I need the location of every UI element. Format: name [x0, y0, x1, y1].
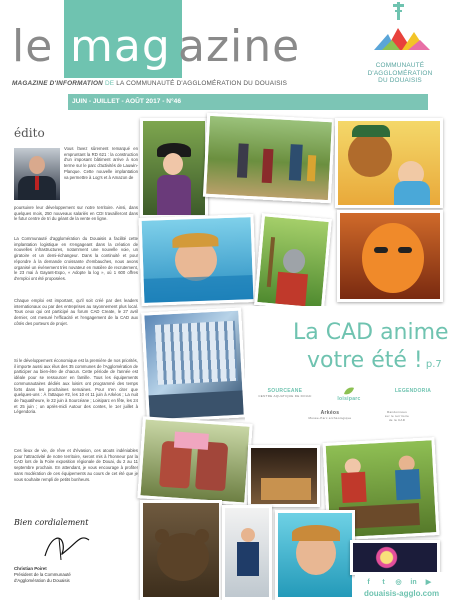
- feature-title-line1: La CAD anime: [293, 320, 449, 345]
- youtube-icon[interactable]: ▶: [425, 579, 432, 586]
- signer-role-line2: d'Agglomération du Douaisis: [14, 577, 70, 583]
- brand-rando-line2: sur le territoire: [384, 414, 410, 418]
- edito-paragraph-1: Vous l'avez sûrement remarqué en empruntant la RD 621 : la construction d'un imposant bâtiment arrive à son terme sur le parc d'activités de Lauwin-Planque. Cette nouvelle implantation va permettre à Log's et à Amazon de: [64, 146, 138, 180]
- feature-title-line2-text: votre été !: [307, 348, 423, 373]
- org-line3: DU DOUAISIS: [378, 77, 422, 85]
- photo-modern-building: [141, 307, 247, 422]
- title-le: le: [12, 21, 54, 72]
- subtitle-rest: LA COMMUNAUTÉ D'AGGLOMÉRATION DU DOUAISIS: [116, 80, 288, 87]
- twitter-icon[interactable]: t: [382, 579, 385, 586]
- edito-paragraph-5: Ces lieux de vie, de rêve et d'évasion, ces atouts indéniables pour l'attractivité de notre territoire, seront mis à l'honneur par la CAD lors de la Foire exposition régionale de Douai, du 2 au 11 septembre prochain. En attendant, je vous encourage à profiter sans modération de ces équipements au cours de cet été que je vous souhaite rempli de petits bonheurs.: [14, 448, 138, 482]
- brand-sourceane-sub: CENTRE AQUATIQUE DE DOUAI: [258, 394, 312, 398]
- photo-museum-interior: [248, 445, 320, 507]
- edito-column: [12, 118, 140, 592]
- linkedin-icon[interactable]: in: [410, 579, 417, 586]
- photo-tiger-face-paint: [337, 210, 443, 302]
- loisiparc-leaf-icon: [342, 386, 356, 396]
- subtitle-bold: MAGAZINE D'INFORMATION: [12, 80, 104, 87]
- cad-logo: [360, 0, 440, 92]
- edito-paragraph-2: La Communauté d'agglomération du Douaisis a facilité cette implantation logistique en s'engageant dans la création de nouvelles infrastructures, notamment une nouvelle voie, un giratoire et un demi-échangeur. Dans la continuité et pour répondre à la demande croissante d'embauches, nous avons organisé un événement très novateur en matière de recrutement, le 23 mai à Gayant-Expo, « Adopte la log », où 1 600 offres d'emploi ont été proposées.: [14, 236, 138, 281]
- photo-child-witch: [140, 118, 208, 218]
- photo-mascot-dog: [335, 118, 443, 208]
- facebook-icon[interactable]: f: [367, 579, 370, 586]
- signature-greeting: Bien cordialement: [14, 518, 89, 527]
- brand-legendoria-name: LEGENDORIA: [394, 388, 432, 394]
- title-azine: azine: [178, 21, 301, 72]
- website-link[interactable]: douaisis-agglo.com: [364, 589, 440, 598]
- feature-title-line2: [307, 348, 442, 373]
- brand-arkeos-sub: Musée-Parc archéologique: [308, 416, 352, 420]
- instagram-icon[interactable]: ◎: [395, 579, 402, 586]
- brand-sourceane: [257, 388, 313, 398]
- photo-skier: [222, 505, 272, 600]
- title-mag: mag: [70, 21, 171, 72]
- social-links: [364, 578, 446, 588]
- brand-loisiparc-name: loisiparc: [337, 396, 361, 402]
- masthead: [0, 0, 450, 115]
- edito-paragraph-4: Si le développement économique est la première de nos priorités, il importe aussi aux élus des 35 communes de l'Agglomération de participer au bien-être de chacun. Cette période de l'année est idéale pour se ressourcer en famille. Tous les équipements communautaires dédiés aux loisirs ont programmé des temps forts dans les prochaines semaines. Pour n'en citer que quelques-uns : À l'attaque #2, les 10 et 11 juin à Arkéos ; La nuit de l'aquatiheure, le 22 juin à Sourcéane ; Loisiparc en fête, les 24 et 25 juin ; un après-midi Autour des contes, le 1er juillet à Légendoria.: [14, 358, 138, 415]
- signature-scribble-icon: [37, 530, 97, 562]
- feature-summer-box: [245, 306, 449, 442]
- photo-swimmer: [275, 510, 355, 600]
- subtitle-de: DE: [103, 80, 117, 87]
- brand-loisiparc: [329, 386, 369, 402]
- feature-page-ref: p.7: [422, 359, 442, 370]
- brand-sourceane-name: SOURCEANE: [267, 388, 303, 394]
- edito-paragraph-3: Chaque emploi est important, qu'il soit créé par des leaders internationaux ou par des entreprises au rayonnement plus local. Tous ceux qui ont participé au forum CAD Create, le 27 avril dernier, ont mesuré l'efficacité et l'engagement de la CAD aux côtés des porteurs de projet.: [14, 298, 138, 326]
- photo-bear: [140, 500, 222, 600]
- org-line2: D'AGGLOMÉRATION: [367, 69, 433, 77]
- brand-arkeos: [307, 410, 353, 420]
- edito-paragraph-1b: poursuivre leur développement sur notre territoire. Ainsi, dans quelques mois, 250 nouveaux salariés en CDI travailleront dans le futur centre de tri du géant de la vente en ligne.: [14, 205, 138, 222]
- president-portrait: [14, 148, 60, 200]
- org-name: [360, 62, 440, 85]
- photo-child-in-pool: [138, 214, 256, 306]
- issue-bar: JUIN - JUILLET - AOÛT 2017 - N°46: [68, 94, 428, 110]
- signer-name: Christian Poiret: [14, 566, 47, 571]
- org-line1: COMMUNAUTÉ: [375, 62, 425, 69]
- brand-randonnees: [373, 410, 421, 422]
- cad-emblem-icon: [360, 0, 440, 62]
- photo-fireworks: [350, 540, 440, 575]
- brand-rando-line3: de la CAD: [388, 418, 406, 422]
- masthead-subtitle: [12, 80, 287, 87]
- signer-role: [14, 572, 71, 583]
- brand-rando-line1: Randonnées: [386, 410, 407, 414]
- brand-legendoria: [385, 388, 441, 394]
- photo-knight-puppet: [254, 213, 332, 311]
- edito-title: édito: [14, 126, 45, 140]
- photo-hikers: [203, 113, 335, 204]
- signer-role-line1: Président de la Communauté: [14, 572, 71, 577]
- photo-hiking-boots: [137, 416, 252, 505]
- brand-arkeos-name: Arkéos: [320, 410, 340, 416]
